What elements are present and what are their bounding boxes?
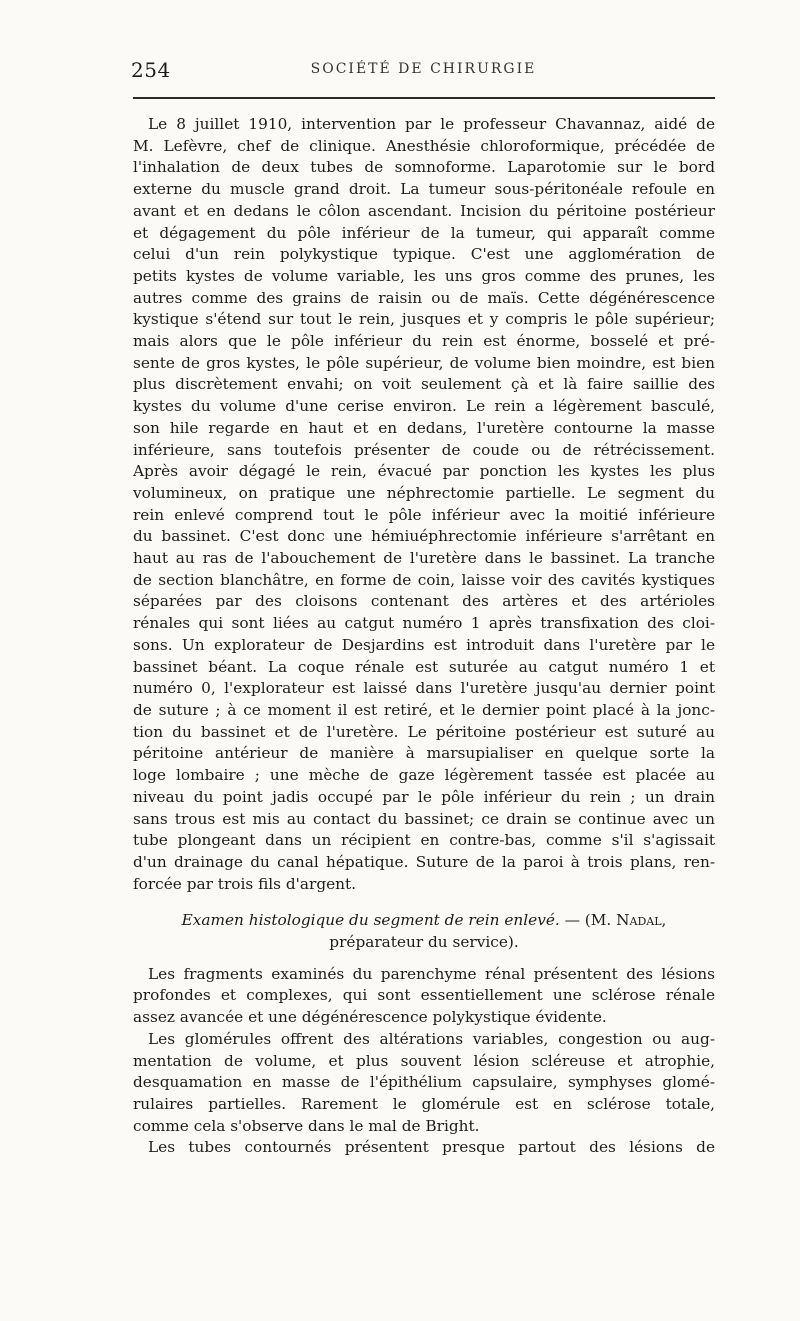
text-line: forcée par trois fils d'argent. (133, 874, 357, 893)
text-line: rénales qui sont liées au catgut numéro 1 après transfixation des cloi- (133, 614, 715, 633)
text-line: M. Lefèvre, chef de clinique. Anesthésie chloroformique, précédée de (133, 136, 715, 155)
text-line: d'un drainage du canal hépatique. Suture de la paroi à trois plans, ren- (133, 852, 715, 871)
text-line: comme cela s'observe dans le mal de Bright. (133, 1116, 480, 1135)
text-line: celui d'un rein polykystique typique. C'est une agglomération de (133, 245, 715, 264)
text-line: sente de gros kystes, le pôle supérieur, de volume bien moindre, est bien (133, 353, 715, 372)
text-line: autres comme des grains de raisin ou de maïs. Cette dégénérescence (133, 288, 715, 307)
page-header (131, 58, 716, 84)
section-heading (133, 910, 715, 953)
heading-line (133, 910, 715, 932)
text-line: profondes et complexes, qui sont essentiellement une sclérose rénale (133, 986, 715, 1005)
text-line: et dégagement du pôle inférieur de la tumeur, qui apparaît comme (133, 223, 715, 242)
text-line: avant et en dedans le côlon ascendant. Incision du péritoine postérieur (133, 201, 715, 220)
text-line: desquamation en masse de l'épithélium capsulaire, symphyses glomé- (133, 1073, 715, 1092)
text-line: séparées par des cloisons contenant des artères et des artérioles (133, 592, 715, 611)
text-line: péritoine antérieur de manière à marsupialiser en quelque sorte la (133, 744, 715, 763)
text-line: assez avancée et une dégénérescence polykystique évidente. (133, 1008, 607, 1027)
text-line: Après avoir dégagé le rein, évacué par ponction les kystes les plus (133, 462, 715, 481)
text-line: rulaires partielles. Rarement le glomérule est en sclérose totale, (133, 1094, 715, 1113)
text-line: kystique s'étend sur tout le rein, jusques et y compris le pôle supérieur; (133, 310, 715, 329)
paragraph-operation (133, 114, 715, 895)
text-line: kystes du volume d'une cerise environ. Le rein a légèrement basculé, (133, 397, 715, 416)
text-line: Le 8 juillet 1910, intervention par le professeur Chavannaz, aidé de (148, 115, 715, 133)
text-line: Les fragments examinés du parenchyme rénal présentent des lésions (148, 964, 715, 983)
text-line: petits kystes de volume variable, les uns gros comme des prunes, les (133, 266, 715, 285)
paragraph-tubes (133, 1137, 715, 1159)
heading-line: préparateur du service). (329, 933, 519, 952)
text-line: tube plongeant dans un récipient en contre-bas, comme s'il s'agissait (133, 831, 715, 850)
text-line: de section blanchâtre, en forme de coin, laisse voir des cavités kystiques (133, 570, 715, 589)
text-line: bassinet béant. La coque rénale est suturée au catgut numéro 1 et (133, 657, 715, 676)
running-title: SOCIÉTÉ DE CHIRURGIE (310, 61, 537, 77)
text-line: sans trous est mis au contact du bassinet; ce drain se continue avec un (133, 809, 715, 828)
text-line: externe du muscle grand droit. La tumeur sous-péritonéale refoule en (133, 180, 715, 199)
text-line: Les glomérules offrent des altérations variables, congestion ou aug- (148, 1029, 715, 1048)
text-line: du bassinet. C'est donc une hémiuéphrectomie inférieure s'arrêtant en (133, 527, 715, 546)
heading-title: Examen histologique du segment de rein enlevé. (181, 911, 560, 930)
text-line: rein enlevé comprend tout le pôle inférieur avec la moitié inférieure (133, 505, 715, 524)
header-rule (133, 97, 715, 99)
text-line: volumineux, on pratique une néphrectomie partielle. Le segment du (133, 483, 715, 502)
text-line: mais alors que le pôle inférieur du rein est énorme, bosselé et pré- (133, 332, 715, 351)
text-line: de suture ; à ce moment il est retiré, et le dernier point placé à la jonc- (133, 700, 715, 719)
heading-dash: — (M. (559, 911, 617, 930)
text-line: plus discrètement envahi; on voit seulement çà et là faire saillie des (133, 375, 715, 394)
text-line: mentation de volume, et plus souvent lésion scléreuse et atrophie, (133, 1051, 715, 1070)
text-line: son hile regarde en haut et en dedans, l'uretère contourne la masse (133, 418, 715, 437)
text-line: numéro 0, l'explorateur est laissé dans l'uretère jusqu'au dernier point (133, 679, 715, 698)
text-line: tion du bassinet et de l'uretère. Le péritoine postérieur est suturé au (133, 722, 715, 741)
text-line: haut au ras de l'abouchement de l'uretère dans le bassinet. La tranche (133, 549, 715, 568)
text-line: Les tubes contournés présentent presque partout des lésions de (148, 1138, 715, 1157)
text-line: loge lombaire ; une mèche de gaze légèrement tassée est placée au (133, 766, 715, 785)
text-line: sons. Un explorateur de Desjardins est introduit dans l'uretère par le (133, 635, 715, 654)
text-line: inférieure, sans toutefois présenter de coude ou de rétrécissement. (133, 440, 715, 459)
page-body (133, 114, 715, 1159)
paragraph-findings (133, 964, 715, 1029)
text-line: niveau du point jadis occupé par le pôle inférieur du rein ; un drain (133, 787, 715, 806)
text-line: l'inhalation de deux tubes de somnoforme. Laparotomie sur le bord (133, 158, 715, 177)
heading-author: Nadal, (616, 911, 667, 930)
page-number: 254 (131, 58, 171, 82)
paragraph-glomerules (133, 1029, 715, 1138)
